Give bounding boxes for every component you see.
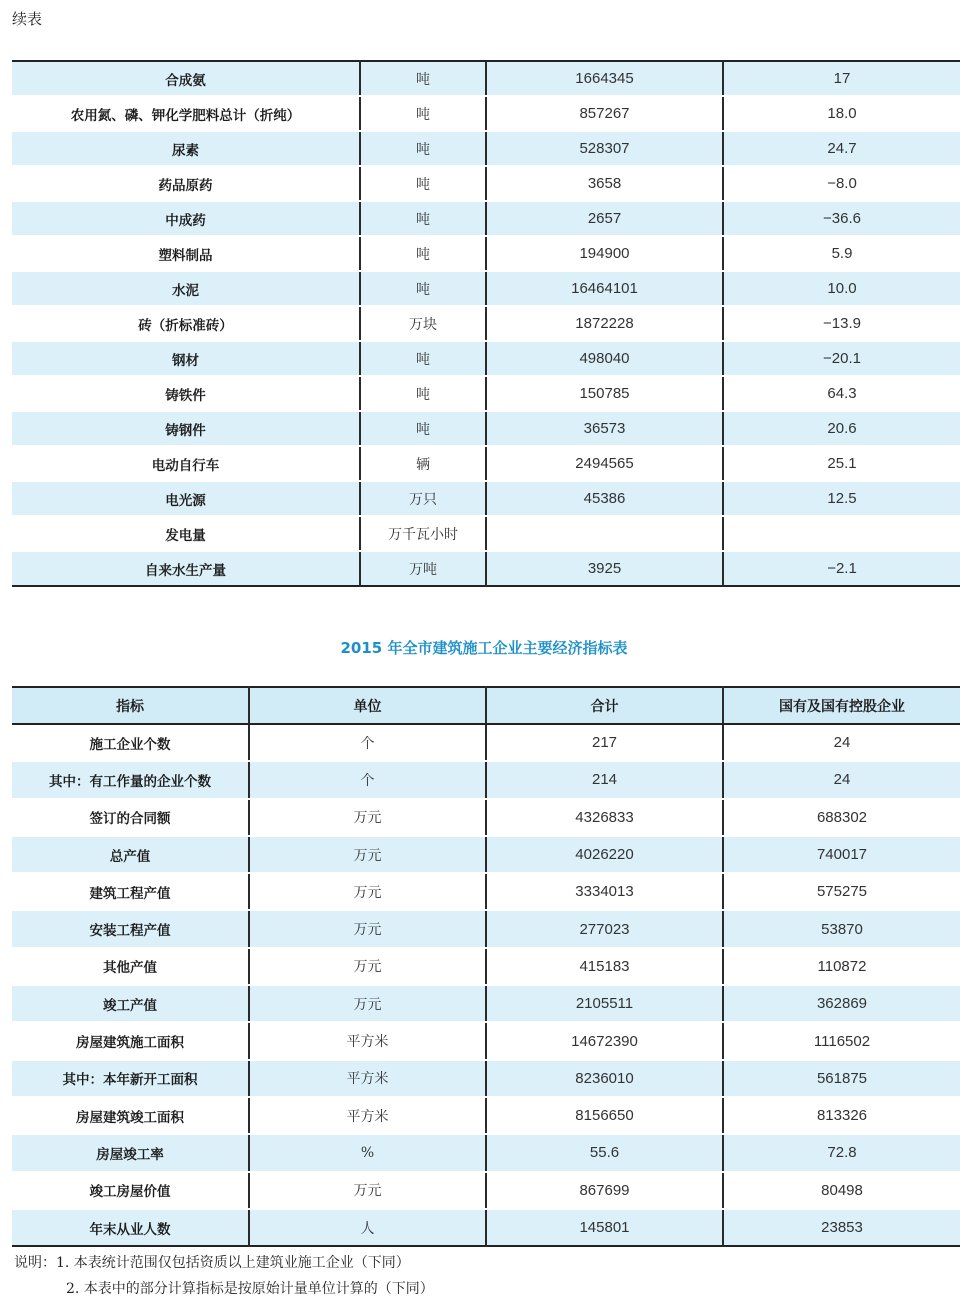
unit-cell: 吨 bbox=[360, 236, 486, 271]
unit-cell: 个 bbox=[249, 761, 486, 798]
construction-table-title: 2015 年全市建筑施工企业主要经济指标表 bbox=[340, 639, 628, 657]
state-owned-value: 740017 bbox=[723, 836, 960, 873]
output-value: 1872228 bbox=[486, 306, 723, 341]
table-row bbox=[12, 376, 960, 411]
product-name: 塑料制品 bbox=[12, 236, 360, 271]
unit-cell: 个 bbox=[249, 724, 486, 761]
output-value: 2494565 bbox=[486, 446, 723, 481]
product-name: 自来水生产量 bbox=[12, 551, 360, 586]
product-name: 尿素 bbox=[12, 131, 360, 166]
product-name: 电动自行车 bbox=[12, 446, 360, 481]
table-row bbox=[12, 516, 960, 551]
product-name: 合成氨 bbox=[12, 61, 360, 96]
state-owned-value: 362869 bbox=[723, 985, 960, 1022]
unit-cell: 万元 bbox=[249, 873, 486, 910]
state-owned-value: 561875 bbox=[723, 1060, 960, 1097]
note-line-1: 说明：1. 本表统计范围仅包括资质以上建筑业施工企业（下同） bbox=[14, 1255, 410, 1271]
growth-rate: 64.3 bbox=[723, 376, 960, 411]
table-row bbox=[12, 1209, 960, 1246]
unit-cell: 万块 bbox=[360, 306, 486, 341]
total-value: 217 bbox=[486, 724, 723, 761]
table-row bbox=[12, 873, 960, 910]
growth-rate: −13.9 bbox=[723, 306, 960, 341]
total-value: 4326833 bbox=[486, 799, 723, 836]
product-name: 中成药 bbox=[12, 201, 360, 236]
table-row bbox=[12, 551, 960, 586]
output-value: 36573 bbox=[486, 411, 723, 446]
growth-rate bbox=[723, 516, 960, 551]
unit-cell: 吨 bbox=[360, 341, 486, 376]
indicator-name: 竣工房屋价值 bbox=[12, 1172, 249, 1209]
total-value: 14672390 bbox=[486, 1022, 723, 1059]
total-value: 2105511 bbox=[486, 985, 723, 1022]
indicator-name: 建筑工程产值 bbox=[12, 873, 249, 910]
indicator-name: 安装工程产值 bbox=[12, 910, 249, 947]
state-owned-value: 24 bbox=[723, 761, 960, 798]
indicator-name: 施工企业个数 bbox=[12, 724, 249, 761]
output-value bbox=[486, 516, 723, 551]
unit-cell: 吨 bbox=[360, 201, 486, 236]
output-value: 498040 bbox=[486, 341, 723, 376]
product-name: 农用氮、磷、钾化学肥料总计（折纯） bbox=[12, 96, 360, 131]
product-name: 电光源 bbox=[12, 481, 360, 516]
indicator-name: 房屋建筑竣工面积 bbox=[12, 1097, 249, 1134]
notes bbox=[14, 1250, 434, 1302]
state-owned-value: 53870 bbox=[723, 910, 960, 947]
state-owned-value: 72.8 bbox=[723, 1134, 960, 1171]
unit-cell: 万千瓦小时 bbox=[360, 516, 486, 551]
table-row bbox=[12, 61, 960, 96]
growth-rate: −2.1 bbox=[723, 551, 960, 586]
unit-cell: 平方米 bbox=[249, 1022, 486, 1059]
unit-cell: 万元 bbox=[249, 948, 486, 985]
product-name: 铸铁件 bbox=[12, 376, 360, 411]
total-value: 3334013 bbox=[486, 873, 723, 910]
unit-cell: 吨 bbox=[360, 166, 486, 201]
output-value: 3925 bbox=[486, 551, 723, 586]
table-row bbox=[12, 724, 960, 761]
note-line-2: 2. 本表中的部分计算指标是按原始计量单位计算的（下同） bbox=[66, 1281, 434, 1297]
state-owned-value: 80498 bbox=[723, 1172, 960, 1209]
indicator-name: 竣工产值 bbox=[12, 985, 249, 1022]
total-value: 8156650 bbox=[486, 1097, 723, 1134]
product-name: 钢材 bbox=[12, 341, 360, 376]
unit-cell: 万元 bbox=[249, 799, 486, 836]
total-value: 4026220 bbox=[486, 836, 723, 873]
total-value: 8236010 bbox=[486, 1060, 723, 1097]
total-value: 55.6 bbox=[486, 1134, 723, 1171]
table-row bbox=[12, 411, 960, 446]
growth-rate: 24.7 bbox=[723, 131, 960, 166]
output-value: 45386 bbox=[486, 481, 723, 516]
state-owned-value: 24 bbox=[723, 724, 960, 761]
header-indicator: 指标 bbox=[12, 687, 249, 724]
indicator-name: 签订的合同额 bbox=[12, 799, 249, 836]
growth-rate: −8.0 bbox=[723, 166, 960, 201]
table-row bbox=[12, 1097, 960, 1134]
total-value: 277023 bbox=[486, 910, 723, 947]
state-owned-value: 23853 bbox=[723, 1209, 960, 1246]
output-value: 2657 bbox=[486, 201, 723, 236]
unit-cell: 万元 bbox=[249, 1172, 486, 1209]
indicator-name: 其中：本年新开工面积 bbox=[12, 1060, 249, 1097]
unit-cell: 吨 bbox=[360, 61, 486, 96]
product-name: 铸钢件 bbox=[12, 411, 360, 446]
growth-rate: −36.6 bbox=[723, 201, 960, 236]
table-row bbox=[12, 271, 960, 306]
indicator-name: 其中：有工作量的企业个数 bbox=[12, 761, 249, 798]
table-row bbox=[12, 1134, 960, 1171]
growth-rate: 17 bbox=[723, 61, 960, 96]
growth-rate: 25.1 bbox=[723, 446, 960, 481]
table-row bbox=[12, 446, 960, 481]
output-value: 528307 bbox=[486, 131, 723, 166]
output-value: 194900 bbox=[486, 236, 723, 271]
unit-cell: 万元 bbox=[249, 910, 486, 947]
table-row bbox=[12, 985, 960, 1022]
construction-indicators-table bbox=[12, 686, 960, 1247]
table-row bbox=[12, 910, 960, 947]
indicator-name: 房屋建筑施工面积 bbox=[12, 1022, 249, 1059]
unit-cell: 吨 bbox=[360, 271, 486, 306]
product-name: 水泥 bbox=[12, 271, 360, 306]
table-row bbox=[12, 481, 960, 516]
table-row bbox=[12, 1022, 960, 1059]
growth-rate: 18.0 bbox=[723, 96, 960, 131]
growth-rate: 20.6 bbox=[723, 411, 960, 446]
unit-cell: 平方米 bbox=[249, 1097, 486, 1134]
indicator-name: 年末从业人数 bbox=[12, 1209, 249, 1246]
industrial-products-table bbox=[12, 60, 960, 587]
total-value: 415183 bbox=[486, 948, 723, 985]
output-value: 150785 bbox=[486, 376, 723, 411]
table-row bbox=[12, 201, 960, 236]
unit-cell: 万只 bbox=[360, 481, 486, 516]
unit-cell: 吨 bbox=[360, 376, 486, 411]
unit-cell: 辆 bbox=[360, 446, 486, 481]
table-row bbox=[12, 761, 960, 798]
product-name: 药品原药 bbox=[12, 166, 360, 201]
output-value: 16464101 bbox=[486, 271, 723, 306]
output-value: 1664345 bbox=[486, 61, 723, 96]
table-row bbox=[12, 236, 960, 271]
unit-cell: 万吨 bbox=[360, 551, 486, 586]
table-row bbox=[12, 948, 960, 985]
growth-rate: 5.9 bbox=[723, 236, 960, 271]
total-value: 145801 bbox=[486, 1209, 723, 1246]
table-row bbox=[12, 1172, 960, 1209]
state-owned-value: 813326 bbox=[723, 1097, 960, 1134]
unit-cell: 吨 bbox=[360, 411, 486, 446]
product-name: 砖（折标准砖） bbox=[12, 306, 360, 341]
product-name: 发电量 bbox=[12, 516, 360, 551]
header-total: 合计 bbox=[486, 687, 723, 724]
table-row bbox=[12, 1060, 960, 1097]
table-row bbox=[12, 341, 960, 376]
unit-cell: % bbox=[249, 1134, 486, 1171]
unit-cell: 平方米 bbox=[249, 1060, 486, 1097]
indicator-name: 其他产值 bbox=[12, 948, 249, 985]
table-row bbox=[12, 166, 960, 201]
total-value: 867699 bbox=[486, 1172, 723, 1209]
table-header-row bbox=[12, 687, 960, 724]
growth-rate: 12.5 bbox=[723, 481, 960, 516]
unit-cell: 万元 bbox=[249, 985, 486, 1022]
unit-cell: 万元 bbox=[249, 836, 486, 873]
unit-cell: 吨 bbox=[360, 96, 486, 131]
output-value: 3658 bbox=[486, 166, 723, 201]
unit-cell: 人 bbox=[249, 1209, 486, 1246]
table-row bbox=[12, 306, 960, 341]
table-row bbox=[12, 131, 960, 166]
state-owned-value: 688302 bbox=[723, 799, 960, 836]
growth-rate: −20.1 bbox=[723, 341, 960, 376]
output-value: 857267 bbox=[486, 96, 723, 131]
header-state-owned: 国有及国有控股企业 bbox=[723, 687, 960, 724]
table-row bbox=[12, 799, 960, 836]
state-owned-value: 110872 bbox=[723, 948, 960, 985]
total-value: 214 bbox=[486, 761, 723, 798]
table-row bbox=[12, 836, 960, 873]
continued-label: 续表 bbox=[12, 10, 43, 28]
unit-cell: 吨 bbox=[360, 131, 486, 166]
header-unit: 单位 bbox=[249, 687, 486, 724]
growth-rate: 10.0 bbox=[723, 271, 960, 306]
indicator-name: 总产值 bbox=[12, 836, 249, 873]
state-owned-value: 575275 bbox=[723, 873, 960, 910]
table-row bbox=[12, 96, 960, 131]
indicator-name: 房屋竣工率 bbox=[12, 1134, 249, 1171]
state-owned-value: 1116502 bbox=[723, 1022, 960, 1059]
